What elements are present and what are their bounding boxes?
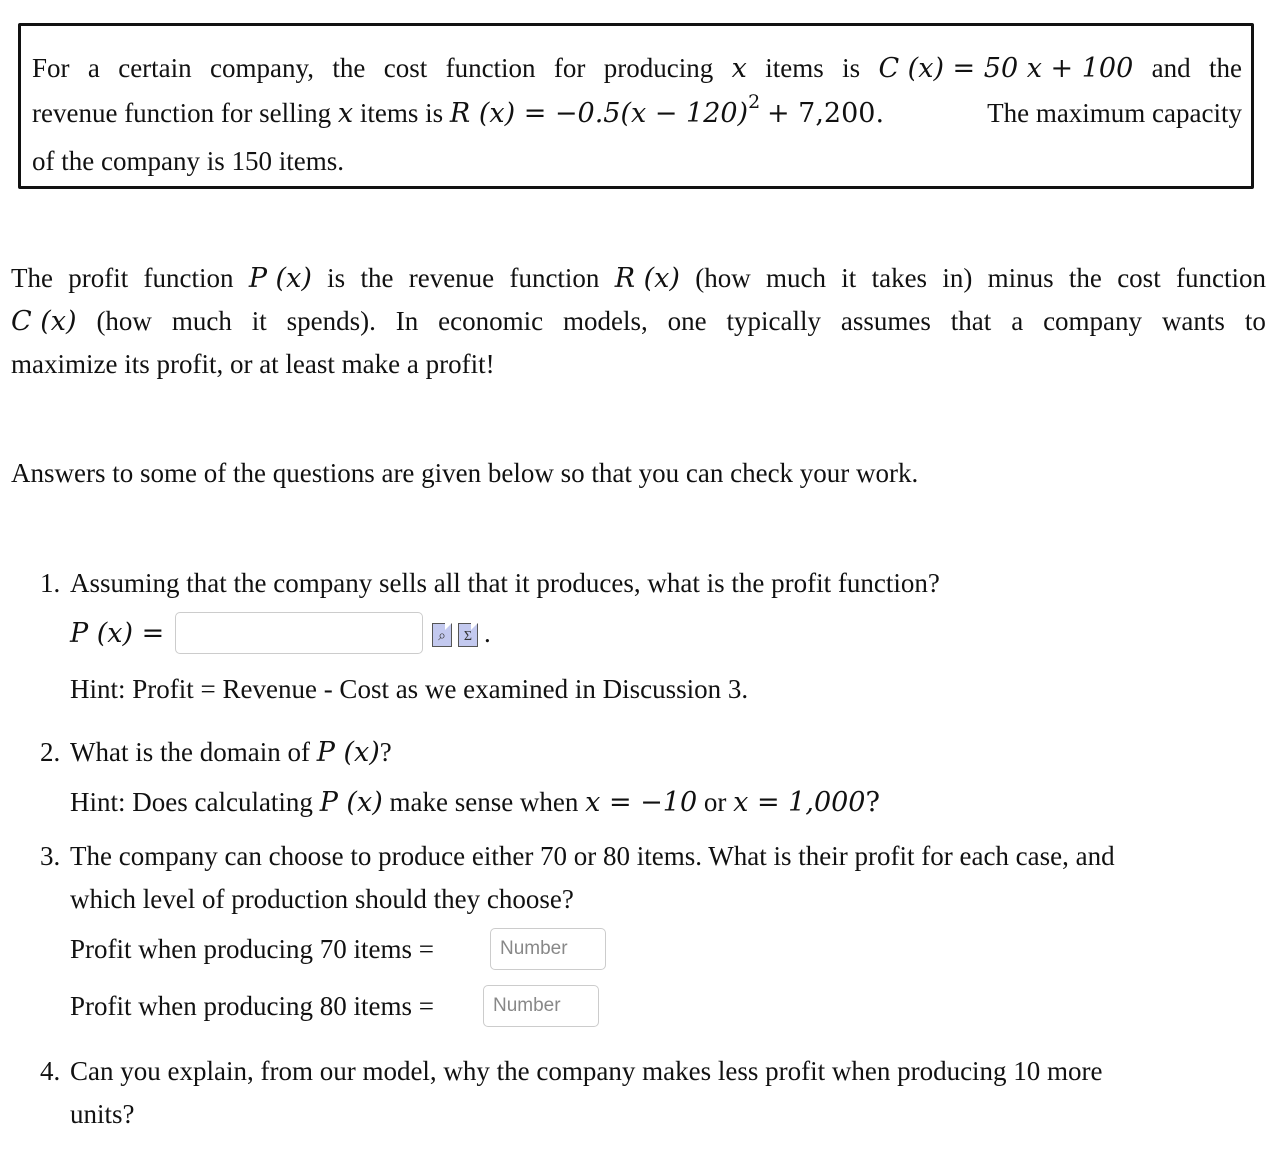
- text: much: [171, 306, 232, 336]
- question-text: which level of production should they choose?: [70, 884, 574, 914]
- revenue-constant: + 7,200.: [766, 98, 885, 129]
- text: revenue: [408, 263, 495, 293]
- profit-70-input[interactable]: Number: [490, 928, 606, 970]
- text: assumes: [840, 306, 931, 336]
- math-cost-function: C (x): [11, 306, 77, 337]
- math-profit-function: P (x): [248, 263, 312, 294]
- question-number: 2.: [40, 737, 61, 767]
- text: The maximum capacity: [987, 98, 1242, 128]
- text: spends).: [286, 306, 376, 336]
- text: and: [1151, 53, 1191, 83]
- text: one: [667, 306, 707, 336]
- text: For: [32, 53, 70, 83]
- text: (how: [96, 306, 152, 336]
- profit-80-label: Profit when producing 80 items =: [70, 991, 434, 1021]
- text: it: [841, 263, 857, 293]
- text: producing: [603, 53, 714, 83]
- text: to: [1244, 306, 1266, 336]
- text: Hint: Does calculating: [70, 787, 313, 817]
- text: function: [509, 263, 600, 293]
- preview-icon[interactable]: ⌕: [432, 623, 452, 647]
- math-expression: x = 1,000: [733, 787, 866, 818]
- text: that: [950, 306, 992, 336]
- question-number: 3.: [40, 841, 61, 871]
- problem-statement-box: [18, 23, 1254, 189]
- text: is: [327, 263, 346, 293]
- question-3: [40, 835, 1115, 878]
- text: items is: [359, 98, 444, 128]
- text: function: [445, 53, 536, 83]
- profit-80-input[interactable]: Number: [483, 985, 599, 1027]
- text: typically: [726, 306, 822, 336]
- text: function: [1175, 263, 1266, 293]
- question-1-hint: Hint: Profit = Revenue - Cost as we examined in Discussion 3.: [70, 674, 749, 704]
- text: The: [11, 263, 53, 293]
- problem-statement: [32, 46, 1242, 184]
- text: economic: [438, 306, 544, 336]
- trailing-period: .: [484, 618, 491, 648]
- profit-function-input[interactable]: [175, 612, 423, 654]
- question-text: units?: [70, 1099, 135, 1129]
- text: the: [360, 263, 394, 293]
- math-expression: x = −10: [585, 787, 698, 818]
- text: cost: [383, 53, 428, 83]
- text: In: [395, 306, 419, 336]
- equation-editor-icon[interactable]: Σ: [458, 623, 478, 647]
- question-number: 1.: [40, 568, 61, 598]
- profit-70-label: Profit when producing 70 items =: [70, 934, 434, 964]
- text: minus: [987, 263, 1054, 293]
- text: function: [143, 263, 234, 293]
- text: models,: [563, 306, 648, 336]
- text: or: [703, 787, 727, 817]
- math-variable: x: [731, 53, 747, 84]
- question-number: 4.: [40, 1056, 61, 1086]
- cost-function-formula: C (x) = 50 x + 100: [878, 53, 1134, 84]
- question-4: [40, 1050, 1103, 1093]
- text: it: [251, 306, 267, 336]
- text: (how: [695, 263, 751, 293]
- question-text: ?: [379, 737, 392, 767]
- text: the: [1068, 263, 1102, 293]
- revenue-function-formula: R (x) = −0.5(x − 120): [449, 98, 749, 129]
- text: certain: [118, 53, 192, 83]
- question-text: Assuming that the company sells all that it produces, what is the profit function?: [70, 568, 940, 598]
- text: for: [553, 53, 586, 83]
- text: revenue function for selling: [32, 98, 332, 128]
- text: company: [1043, 306, 1143, 336]
- question-text: What is the domain of: [70, 737, 310, 767]
- profit-explanation-paragraph: [11, 257, 1266, 386]
- text: the: [332, 53, 366, 83]
- text: takes: [871, 263, 928, 293]
- exponent: 2: [748, 91, 761, 113]
- text: cost: [1117, 263, 1161, 293]
- text: much: [766, 263, 826, 293]
- capacity-text: of the company is 150 items.: [32, 146, 344, 176]
- text: company,: [210, 53, 314, 83]
- text: maximize its profit, or at least make a profit!: [11, 349, 495, 379]
- math-profit-function: P (x): [319, 787, 383, 818]
- math-profit-function: P (x): [316, 737, 380, 768]
- text: items: [765, 53, 824, 83]
- text: a: [1011, 306, 1024, 336]
- text: a: [87, 53, 100, 83]
- text: is: [842, 53, 861, 83]
- question-text: The company can choose to produce either 70 or 80 items. What is their profit for each case, and: [70, 841, 1115, 871]
- question-1: [40, 562, 940, 605]
- profit-function-label: P (x) =: [70, 618, 165, 649]
- question-text: Can you explain, from our model, why the company makes less profit when producing 10 more: [70, 1056, 1103, 1086]
- math-revenue-function: R (x): [614, 263, 680, 294]
- text: ?: [865, 787, 880, 818]
- question-2: [40, 731, 392, 774]
- question-2-hint: [70, 781, 880, 824]
- text: in): [942, 263, 973, 293]
- text: the: [1208, 53, 1242, 83]
- math-variable: x: [337, 98, 354, 129]
- text: profit: [68, 263, 129, 293]
- text: make sense when: [389, 787, 579, 817]
- text: wants: [1161, 306, 1225, 336]
- answers-note: Answers to some of the questions are given below so that you can check your work.: [11, 458, 919, 488]
